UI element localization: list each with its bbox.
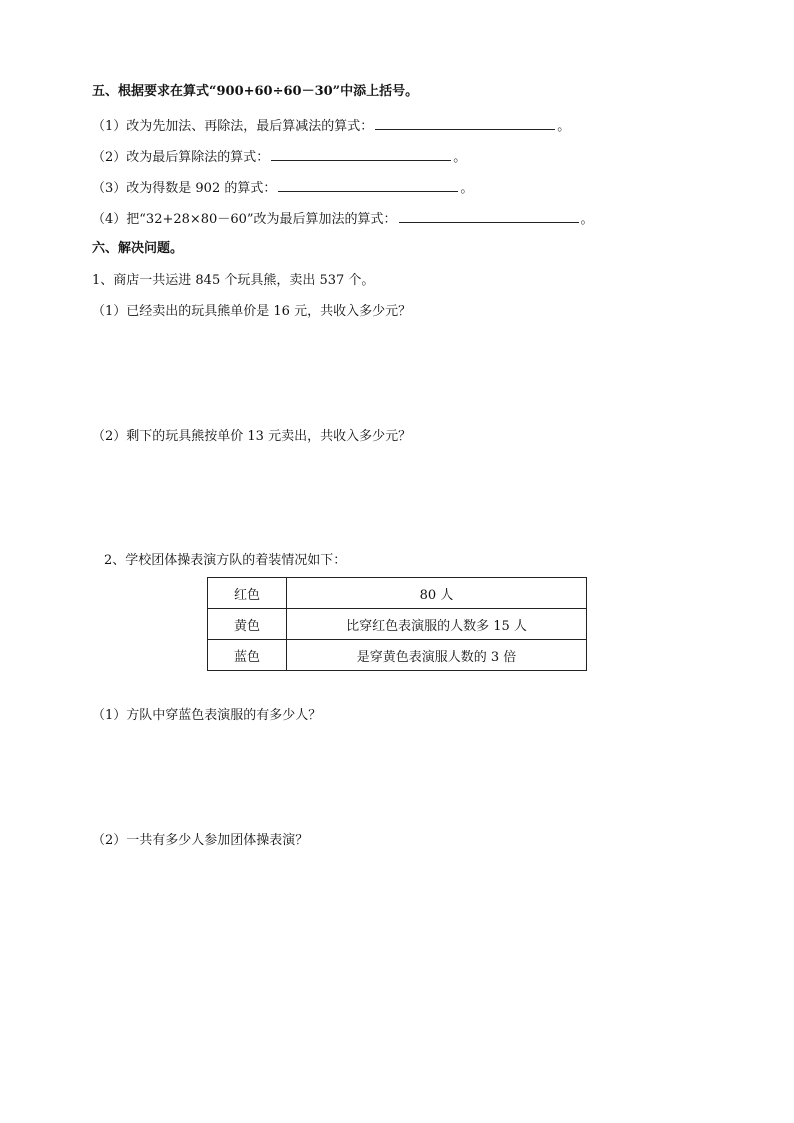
table-cell-color: 红色 <box>208 578 287 609</box>
section-6-title: 六、解决问题。 <box>92 241 184 256</box>
answer-blank-3[interactable] <box>278 179 458 192</box>
answer-blank-2[interactable] <box>271 148 451 161</box>
item-4-end: 。 <box>580 212 594 227</box>
answer-blank-4[interactable] <box>399 210 579 223</box>
answer-blank-1[interactable] <box>375 117 555 130</box>
item-1-label: （1）改为先加法、再除法，最后算减法的算式： <box>92 119 374 134</box>
item-2-end: 。 <box>453 150 467 165</box>
problem-2-text: 2、学校团体操表演方队的着装情况如下： <box>104 553 347 568</box>
table-cell-desc: 是穿黄色表演服人数的 3 倍 <box>287 640 587 671</box>
table-row <box>208 609 587 640</box>
item-3-label: （3）改为得数是 902 的算式： <box>92 181 277 196</box>
problem-2-question-2: （2）一共有多少人参加团体操表演？ <box>92 833 309 848</box>
table-row <box>208 640 587 671</box>
item-1-end: 。 <box>557 119 571 134</box>
outfit-table <box>207 577 587 671</box>
problem-2-question-1: （1）方队中穿蓝色表演服的有多少人？ <box>92 708 322 723</box>
section-5-title: 五、根据要求在算式“900+60÷60－30”中添上括号。 <box>92 84 419 99</box>
section-5-item-1 <box>92 117 570 135</box>
table-cell-desc: 比穿红色表演服的人数多 15 人 <box>287 609 587 640</box>
item-3-end: 。 <box>460 181 474 196</box>
problem-1-question-1: （1）已经卖出的玩具熊单价是 16 元，共收入多少元？ <box>92 304 412 319</box>
item-2-label: （2）改为最后算除法的算式： <box>92 150 270 165</box>
item-4-label: （4）把“32+28×80－60”改为最后算加法的算式： <box>92 212 397 227</box>
table-cell-desc: 80 人 <box>287 578 587 609</box>
section-5-item-4 <box>92 210 594 228</box>
problem-1-text: 1、商店一共运进 845 个玩具熊，卖出 537 个。 <box>92 273 375 288</box>
table-row <box>208 578 587 609</box>
problem-1-question-2: （2）剩下的玩具熊按单价 13 元卖出，共收入多少元？ <box>92 429 412 444</box>
section-5-item-2 <box>92 148 466 166</box>
section-5-item-3 <box>92 179 473 197</box>
table-cell-color: 黄色 <box>208 609 287 640</box>
table-cell-color: 蓝色 <box>208 640 287 671</box>
